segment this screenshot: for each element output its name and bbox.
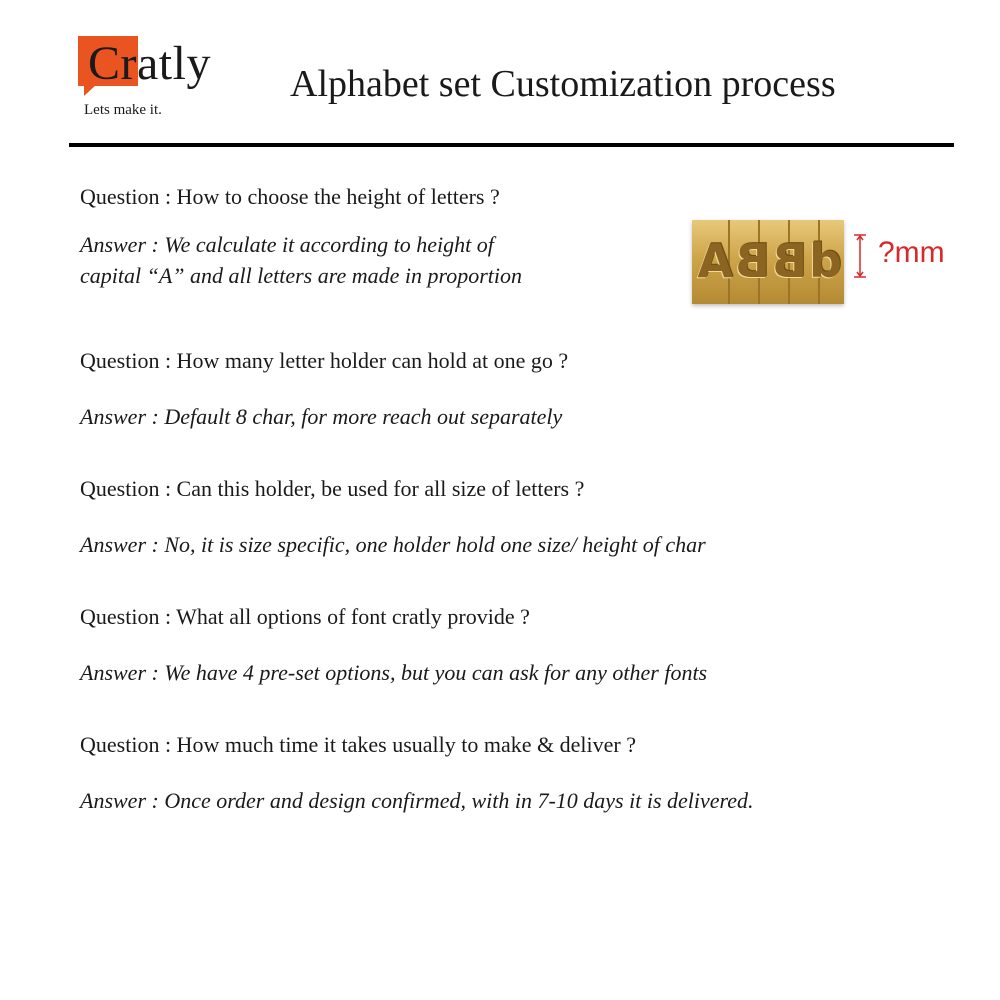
faq-answer-1-line-1: Answer : We calculate it according to height of: [80, 232, 494, 257]
faq-question-3: Question : Can this holder, be used for all size of letters ?: [80, 476, 585, 501]
faq-answer-5: Answer : Once order and design confirmed, with in 7-10 days it is delivered.: [80, 788, 754, 813]
faq-answer-2: Answer : Default 8 char, for more reach out separately: [80, 404, 563, 429]
faq-answer-3: Answer : No, it is size specific, one holder hold one size/ height of char: [80, 532, 706, 557]
height-measure-icon: [852, 234, 868, 278]
faq-answer-4: Answer : We have 4 pre-set options, but you can ask for any other fonts: [80, 660, 708, 685]
faq-question-5: Question : How much time it takes usually to make & deliver ?: [80, 732, 636, 757]
letter-stamp-illustration: [692, 220, 960, 306]
stamp-letters: dBBA: [695, 234, 842, 288]
faq-question-2: Question : How many letter holder can hold at one go ?: [80, 348, 569, 373]
measure-label: ?mm: [878, 236, 945, 269]
logo-tagline: Lets make it.: [84, 102, 162, 118]
faq-question-4: Question : What all options of font cratly provide ?: [80, 604, 530, 629]
brand-logo: [78, 36, 228, 126]
page-title: Alphabet set Customization process: [290, 63, 836, 105]
title-divider: [69, 143, 954, 147]
faq-question-1: Question : How to choose the height of letters ?: [80, 184, 500, 209]
faq-answer-1-line-2: capital “A” and all letters are made in proportion: [80, 263, 523, 288]
brass-letter-block: [692, 220, 844, 304]
logo-wordmark: Cratly: [88, 37, 211, 90]
